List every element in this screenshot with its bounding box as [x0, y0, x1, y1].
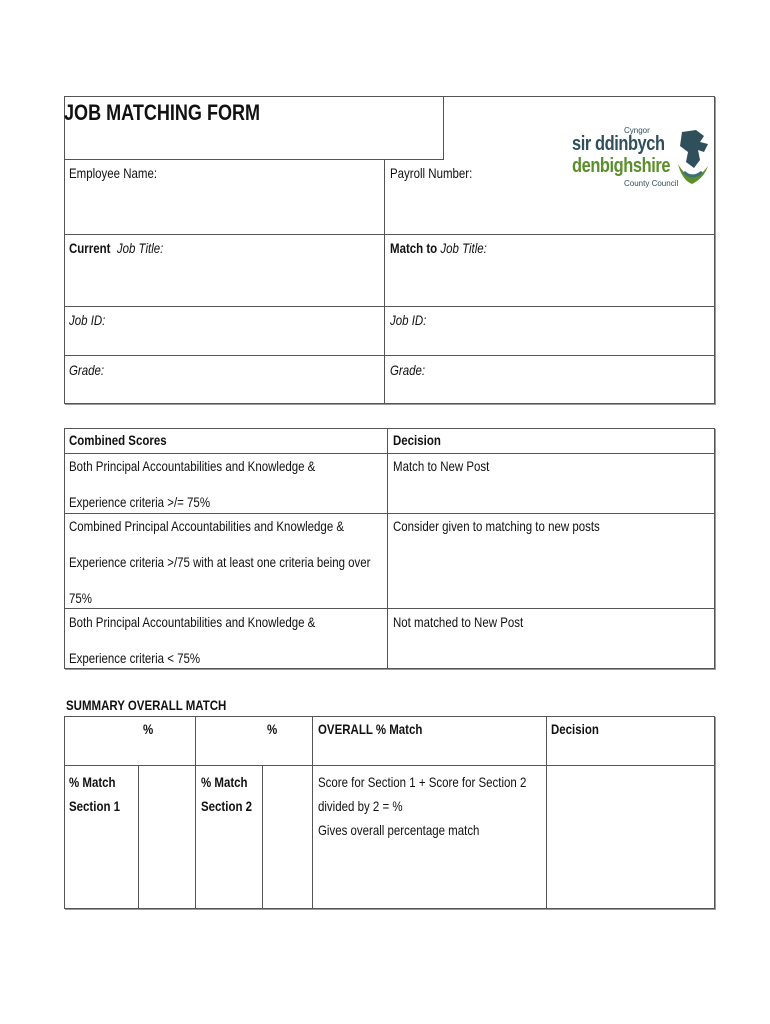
score-row-2-line-3: 75% — [69, 590, 92, 606]
score-row-2-decision-text: Consider given to matching to new posts — [393, 518, 600, 534]
details-center-divider — [384, 159, 385, 404]
grade-right-text: Grade: — [390, 362, 426, 378]
match-italic: Job Title: — [440, 240, 487, 256]
job-id-left-label — [69, 312, 113, 329]
section-1-line-2: Section 1 — [69, 798, 121, 814]
logo-small-bottom: County Council — [624, 179, 679, 188]
section-2-line-2: Section 2 — [201, 798, 253, 814]
summary-col-divider-4 — [312, 716, 313, 909]
summary-pct-1 — [143, 721, 155, 738]
formula-line-1: Score for Section 1 + Score for Section 2 — [318, 774, 527, 790]
section-1-label — [69, 770, 131, 818]
score-row-1-decision-text: Match to New Post — [393, 458, 490, 474]
overall-match-header-text: OVERALL % Match — [318, 721, 423, 737]
section-2-line-1: % Match — [201, 774, 248, 790]
logo-line2: denbighshire — [572, 155, 671, 177]
summary-heading — [66, 697, 261, 714]
title-logo-divider — [443, 96, 444, 160]
overall-formula — [318, 770, 572, 842]
score-row-2-criteria — [69, 508, 437, 616]
current-italic: Job Title: — [116, 240, 164, 256]
score-row-1-decision — [393, 458, 511, 475]
decision-header-text: Decision — [393, 432, 441, 448]
match-bold: Match to — [390, 240, 438, 256]
summary-decision-header-text: Decision — [551, 721, 599, 737]
dragon-emblem-icon — [674, 128, 712, 194]
score-row-3-decision — [393, 614, 552, 631]
logo-small-top: Cyngor — [624, 126, 650, 135]
job-id-right-label — [390, 312, 434, 329]
logo-line1: sir ddinbych — [572, 133, 665, 155]
section-1-line-1: % Match — [69, 774, 116, 790]
payroll-number-text: Payroll Number: — [390, 165, 473, 181]
row-divider-2 — [64, 306, 715, 307]
council-logo — [572, 126, 712, 198]
employee-name-text: Employee Name: — [69, 165, 158, 181]
score-row-3-decision-text: Not matched to New Post — [393, 614, 524, 630]
row-divider-1 — [64, 234, 715, 235]
score-row-1-line-2: Experience criteria >/= 75% — [69, 494, 211, 510]
job-id-right-text: Job ID: — [390, 312, 427, 328]
summary-decision-header — [551, 721, 609, 738]
form-title-text: JOB MATCHING FORM — [64, 100, 261, 125]
overall-match-header — [318, 721, 445, 738]
title-row-divider — [64, 159, 444, 160]
payroll-number-label — [390, 165, 490, 182]
combined-scores-header — [69, 432, 188, 449]
form-title — [64, 100, 303, 126]
score-row-2-decision — [393, 518, 645, 535]
employee-name-label — [69, 165, 176, 182]
score-row-3-line-2: Experience criteria < 75% — [69, 650, 201, 666]
decision-header — [393, 432, 451, 449]
score-row-1-line-1: Both Principal Accountabilities and Knowledge & — [69, 458, 316, 474]
summary-header-divider — [64, 765, 715, 766]
row-divider-3 — [64, 355, 715, 356]
job-id-left-text: Job ID: — [69, 312, 106, 328]
section-2-label — [201, 770, 263, 818]
match-job-title-label — [390, 240, 508, 257]
score-row-3-criteria — [69, 604, 369, 676]
summary-col-divider-1 — [138, 765, 139, 909]
summary-col-divider-2 — [195, 716, 196, 909]
score-row-3-line-1: Both Principal Accountabilities and Knowledge & — [69, 614, 316, 630]
summary-heading-text: SUMMARY OVERALL MATCH — [66, 697, 227, 713]
formula-line-2: divided by 2 = % — [318, 798, 403, 814]
current-bold: Current — [69, 240, 111, 256]
summary-pct-2 — [267, 721, 279, 738]
grade-left-label — [69, 362, 112, 379]
summary-pct-1-text: % — [143, 721, 154, 737]
grade-right-label — [390, 362, 433, 379]
current-job-title-label — [69, 240, 184, 257]
score-row-2-line-1: Combined Principal Accountabilities and Knowledge & — [69, 518, 345, 534]
grade-left-text: Grade: — [69, 362, 105, 378]
formula-line-3: Gives overall percentage match — [318, 822, 480, 838]
score-row-2-line-2: Experience criteria >/75 with at least one criteria being over — [69, 554, 371, 570]
summary-pct-2-text: % — [267, 721, 278, 737]
combined-scores-header-text: Combined Scores — [69, 432, 167, 448]
